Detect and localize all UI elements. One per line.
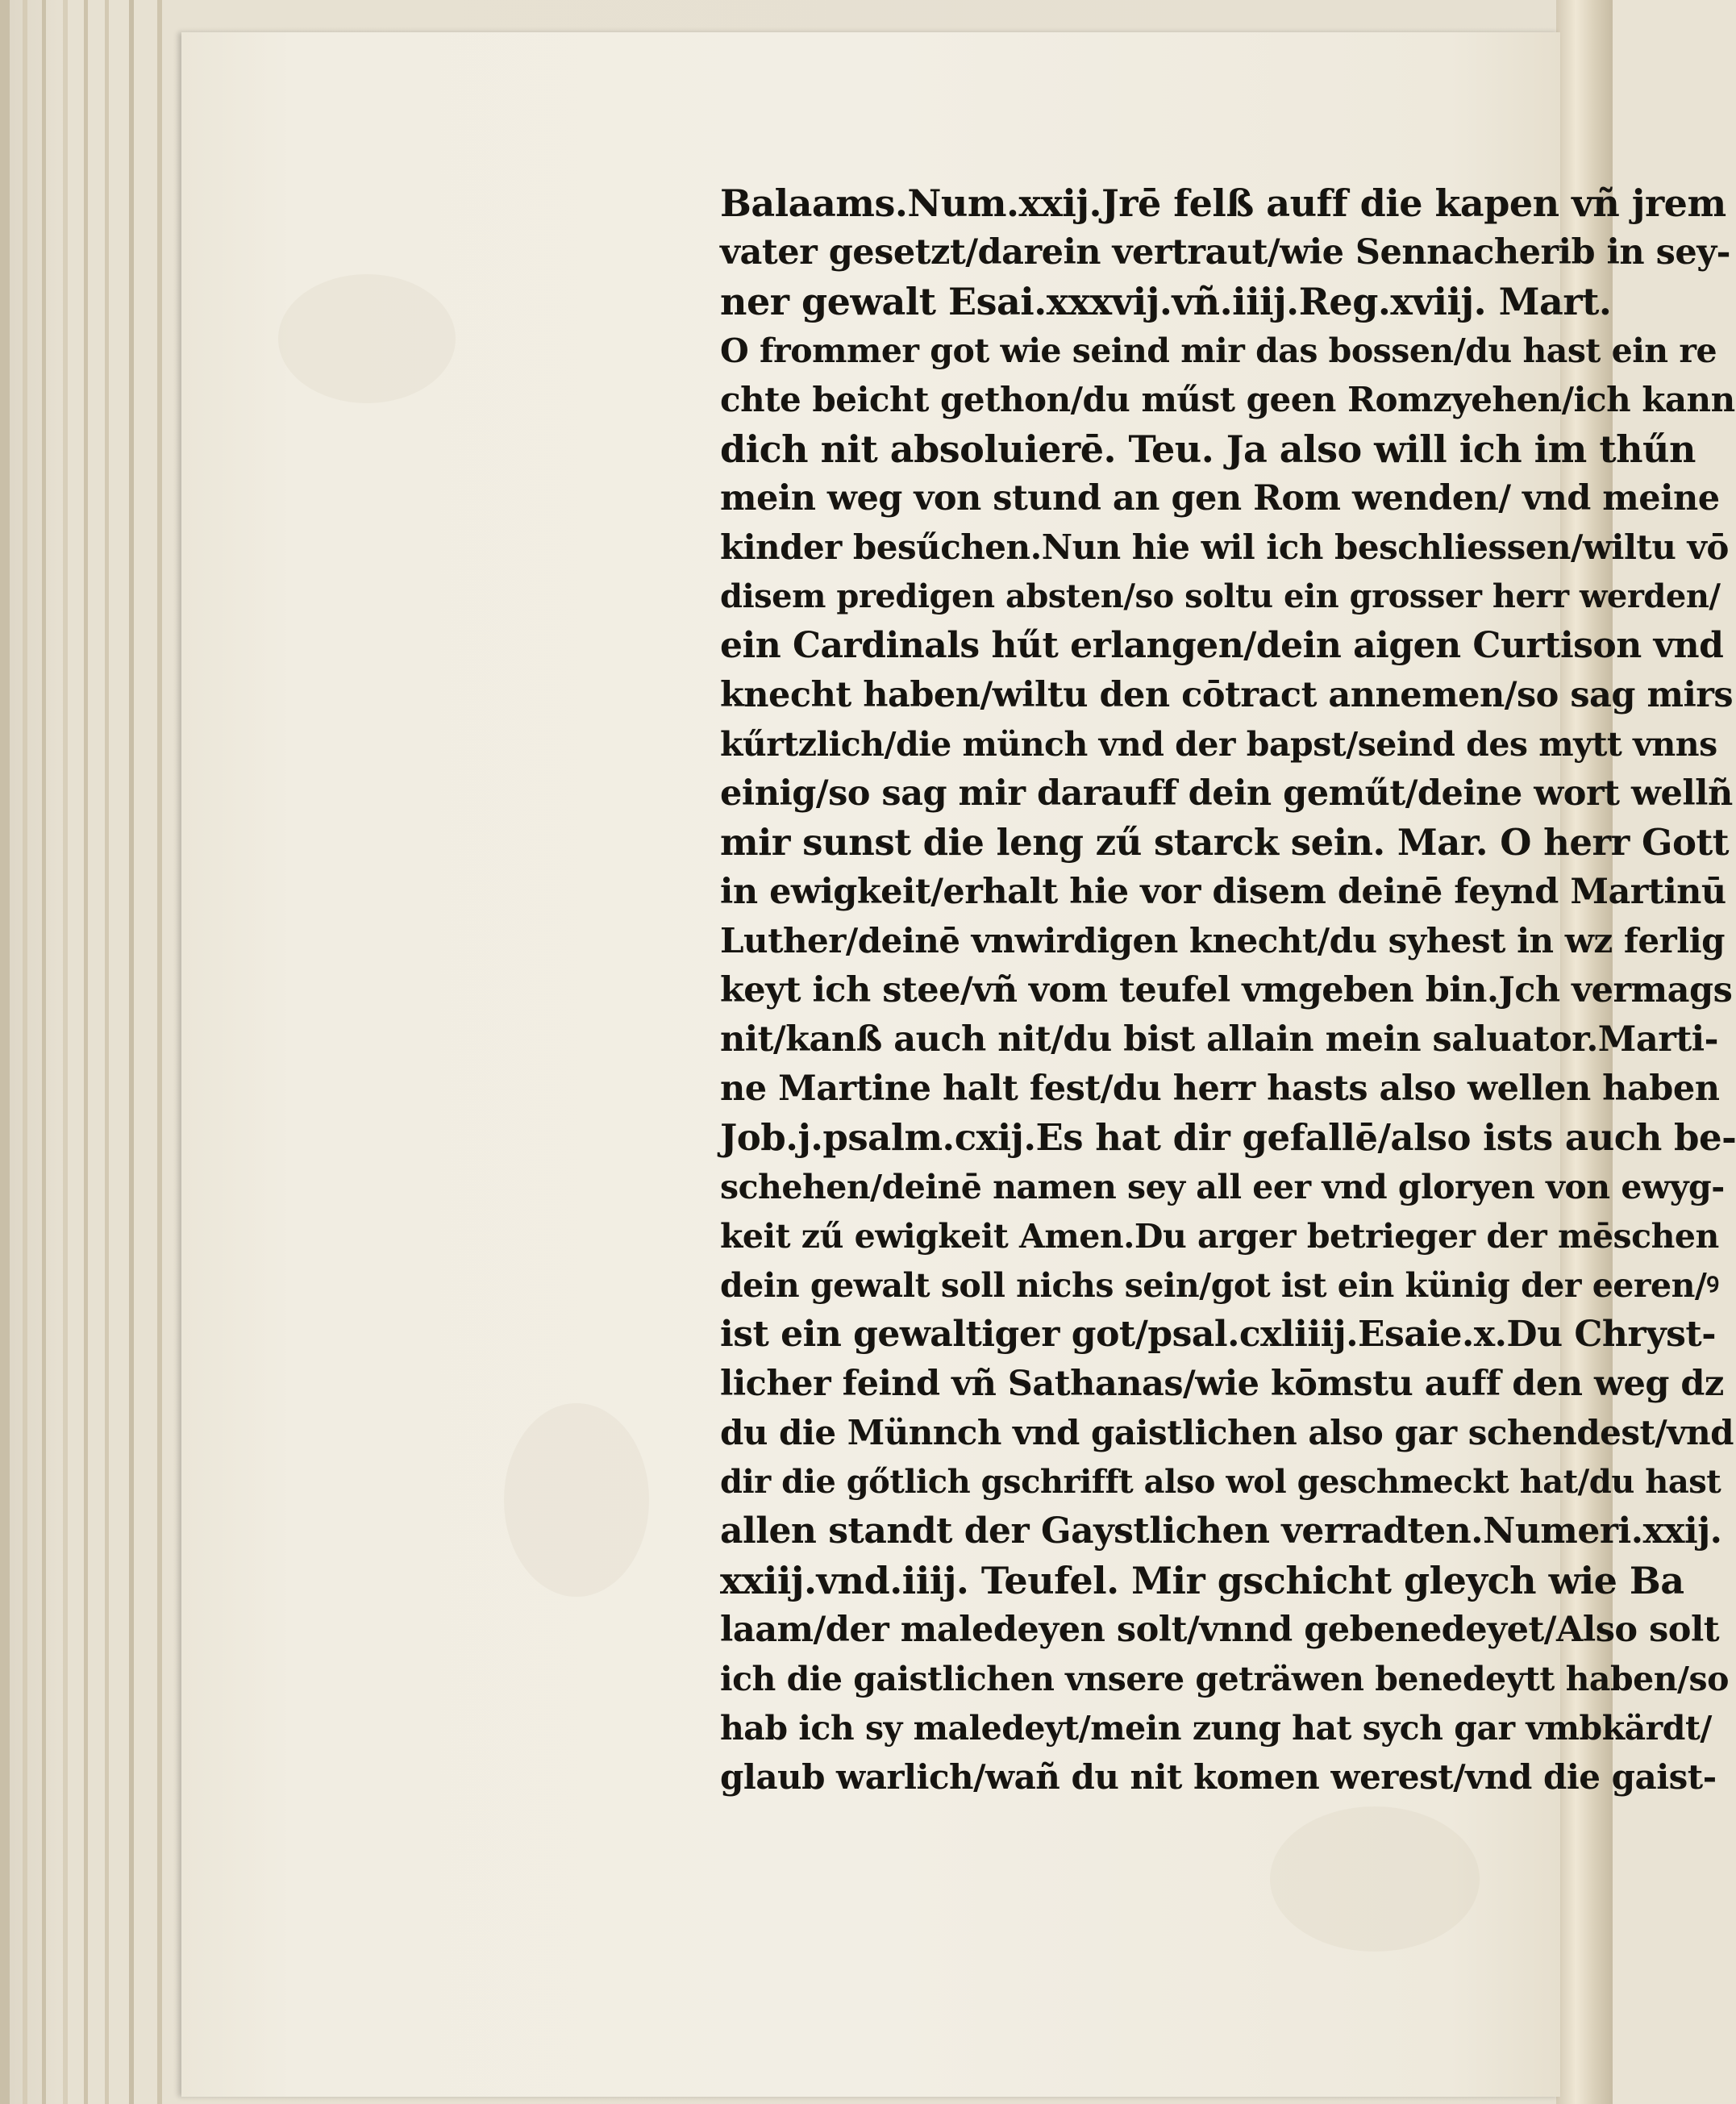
text-line: du die Münnch vnd gaistlichen also gar schendest/vnd xyxy=(720,1413,1734,1452)
text-line: kűrtzlich/die münch vnd der bapst/seind des mytt vnns xyxy=(720,725,1717,764)
paper-stain xyxy=(278,274,456,403)
page-edge xyxy=(63,0,68,2104)
text-line: keit zű ewigkeit Amen.Du arger betrieger der mēschen xyxy=(720,1217,1719,1256)
text-line: Job.j.psalm.cxij.Es hat dir gefallē/also ists auch be- xyxy=(720,1116,1736,1159)
text-line: dir die gőtlich gschrifft also wol geschmeckt hat/du hast xyxy=(720,1463,1721,1501)
text-line: schehen/deinē namen sey all eer vnd gloryen von ewyg- xyxy=(720,1168,1725,1206)
page xyxy=(181,32,1736,2097)
paper-stain xyxy=(1270,1806,1480,1952)
text-line: disem predigen absten/so soltu ein grosser herr werden/ xyxy=(720,577,1721,615)
text-line: xxiij.vnd.iiij. Teufel. Mir gschicht gleych wie Ba xyxy=(720,1559,1684,1602)
text-line: laam/der maledeyen solt/vnnd gebenedeyet/Also solt xyxy=(720,1610,1720,1650)
text-line: ein Cardinals hűt erlangen/dein aigen Curtison vnd xyxy=(720,625,1724,666)
page-edge xyxy=(129,0,134,2104)
text-line: mir sunst die leng zű starck sein. Mar. O herr Gott xyxy=(720,821,1730,864)
text-line: dich nit absoluierē. Teu. Ja also will ich im thűn xyxy=(720,427,1696,471)
page-edge xyxy=(157,0,162,2104)
text-line: einig/so sag mir darauff dein geműt/deine wort wellñ xyxy=(720,773,1733,814)
page-edge xyxy=(105,0,109,2104)
text-line: ich die gaistlichen vnsere geträwen benedeytt haben/so xyxy=(720,1660,1729,1698)
text-line: O frommer got wie seind mir das bossen/du hast ein re xyxy=(720,331,1717,370)
text-line: kinder besűchen.Nun hie wil ich beschliessen/wiltu vō xyxy=(720,527,1729,567)
text-line: vater gesetzt/darein vertraut/wie Sennacherib in sey- xyxy=(720,232,1731,273)
page-edge xyxy=(84,0,88,2104)
text-line: keyt ich stee/vñ vom teufel vmgeben bin.Jch vermags xyxy=(720,970,1733,1010)
text-line: mein weg von stund an gen Rom wenden/ vnd meine xyxy=(720,478,1720,519)
text-line: nit/kanß auch nit/du bist allain mein saluator.Marti- xyxy=(720,1019,1718,1060)
page-edge xyxy=(23,0,27,2104)
text-line: knecht haben/wiltu den cōtract annemen/so sag mirs xyxy=(720,675,1734,715)
text-line: ne Martine halt fest/du herr hasts also wellen haben xyxy=(720,1069,1720,1109)
text-line: hab ich sy maledeyt/mein zung hat sych gar vmbkärdt/ xyxy=(720,1709,1712,1748)
text-line: Balaams.Num.xxij.Jrē felß auff die kapen vñ jrem xyxy=(720,181,1726,225)
text-line: Luther/deinē vnwirdigen knecht/du syhest in wz ferlig xyxy=(720,921,1726,960)
text-line: in ewigkeit/erhalt hie vor disem deinē feynd Martinū xyxy=(720,872,1726,912)
paper-stain xyxy=(504,1403,649,1597)
text-line: allen standt der Gaystlichen verradten.Numeri.xxij. xyxy=(720,1510,1722,1552)
text-block xyxy=(720,179,1736,1797)
text-line: licher feind vñ Sathanas/wie kōmstu auff den weg dz xyxy=(720,1364,1724,1404)
text-line: dein gewalt soll nichs sein/got ist ein künig der eeren/ꝰ xyxy=(720,1266,1719,1305)
text-line: ner gewalt Esai.xxxvij.vñ.iiij.Reg.xviij. Mart. xyxy=(720,280,1612,323)
text-line: chte beicht gethon/du műst geen Romzyehen/ich kann xyxy=(720,380,1735,419)
text-line: glaub warlich/wañ du nit komen werest/vnd die gaist- xyxy=(720,1757,1717,1797)
page-edge xyxy=(42,0,46,2104)
page-edge xyxy=(0,0,10,2104)
text-line: ist ein gewaltiger got/psal.cxliiij.Esaie.x.Du Chryst- xyxy=(720,1314,1716,1355)
